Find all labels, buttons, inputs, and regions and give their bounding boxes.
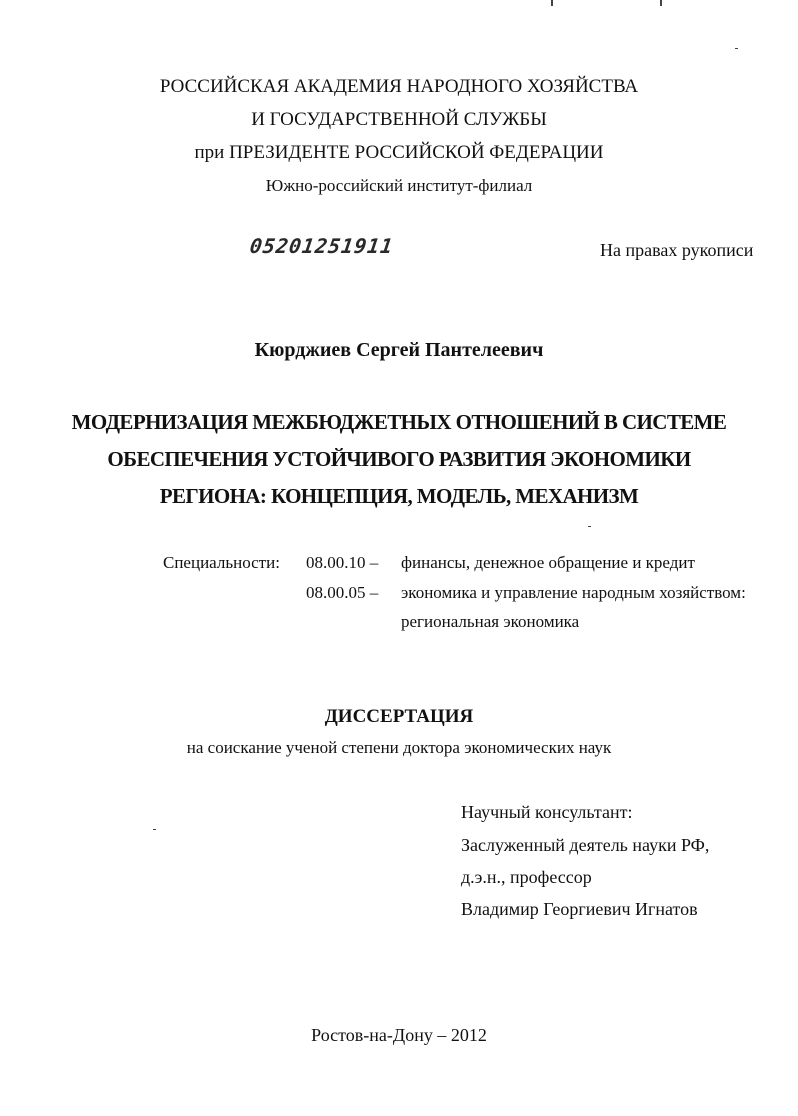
consultant-title: Заслуженный деятель науки РФ, bbox=[461, 835, 710, 855]
title-line-2: ОБЕСПЕЧЕНИЯ УСТОЙЧИВОГО РАЗВИТИЯ ЭКОНОМИКИ bbox=[107, 447, 691, 471]
institution-line-1: РОССИЙСКАЯ АКАДЕМИЯ НАРОДНОГО ХОЗЯЙСТВА bbox=[159, 76, 639, 97]
scan-mark bbox=[660, 0, 662, 6]
scan-mark bbox=[153, 829, 156, 830]
dissertation-heading: ДИССЕРТАЦИЯ bbox=[324, 706, 474, 727]
dissertation-degree: на соискание ученой степени доктора экономических наук bbox=[186, 738, 612, 757]
scan-mark bbox=[735, 48, 738, 49]
registration-stamp: 05201251911 bbox=[248, 234, 396, 258]
title-line-3: РЕГИОНА: КОНЦЕПЦИЯ, МОДЕЛЬ, МЕХАНИЗМ bbox=[159, 484, 639, 508]
consultant-label: Научный консультант: bbox=[461, 802, 633, 822]
city-year: Ростов-на-Дону – 2012 bbox=[311, 1025, 487, 1045]
rights-note: На правах рукописи bbox=[600, 240, 754, 260]
specialties-label: Специальности: bbox=[163, 553, 280, 572]
consultant-name: Владимир Георгиевич Игнатов bbox=[461, 899, 698, 919]
author-name: Кюрджиев Сергей Пантелеевич bbox=[254, 339, 544, 361]
title-line-1: МОДЕРНИЗАЦИЯ МЕЖБЮДЖЕТНЫХ ОТНОШЕНИЙ В СИСТЕМЕ bbox=[71, 410, 727, 434]
scan-mark bbox=[551, 0, 553, 6]
scan-mark bbox=[588, 526, 591, 527]
institution-line-3: при ПРЕЗИДЕНТЕ РОССИЙСКОЙ ФЕДЕРАЦИИ bbox=[194, 142, 604, 163]
specialty-name-continued: региональная экономика bbox=[401, 612, 580, 631]
institution-line-2: И ГОСУДАРСТВЕННОЙ СЛУЖБЫ bbox=[251, 109, 547, 130]
specialty-code: 08.00.05 – bbox=[306, 583, 379, 602]
specialty-name: финансы, денежное обращение и кредит bbox=[401, 553, 695, 572]
specialty-name: экономика и управление народным хозяйством: bbox=[401, 583, 746, 602]
specialty-code: 08.00.10 – bbox=[306, 553, 379, 572]
institution-branch: Южно-российский институт-филиал bbox=[265, 176, 533, 195]
consultant-degree: д.э.н., профессор bbox=[461, 867, 592, 887]
